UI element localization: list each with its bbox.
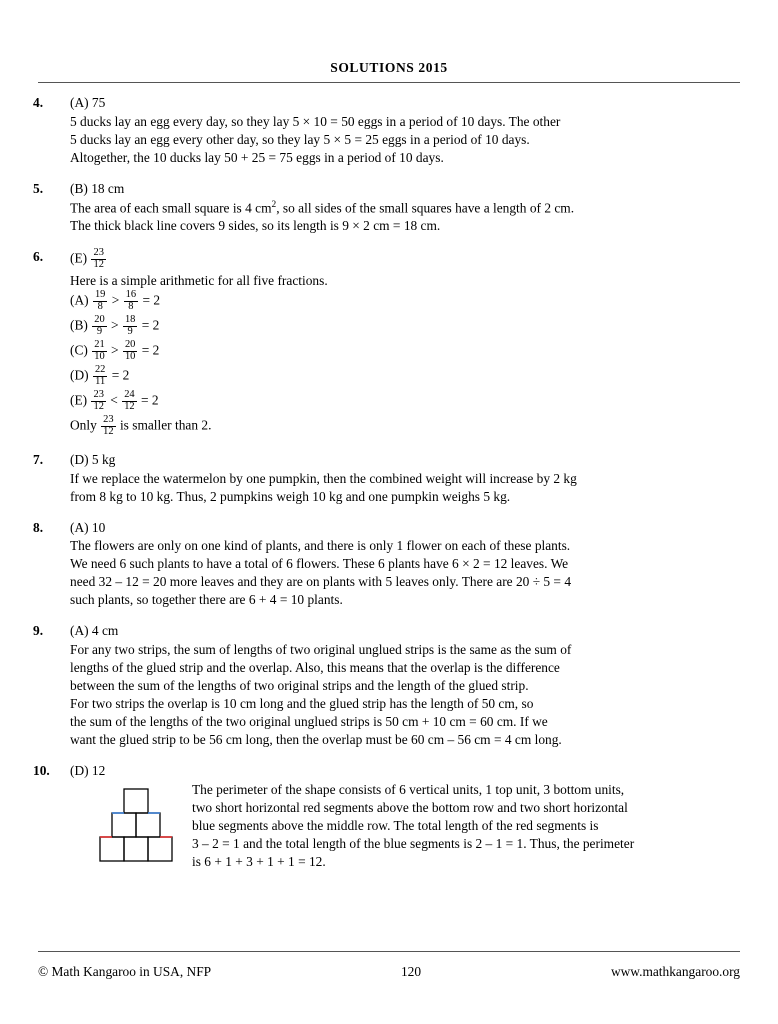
fraction-right	[122, 390, 136, 413]
problem-number: 7.	[33, 451, 44, 467]
fraction-right	[123, 315, 137, 338]
fraction-denominator: 12	[93, 400, 104, 412]
comparison-operator: >	[111, 292, 120, 308]
fraction-numerator: 19	[94, 289, 106, 301]
fraction-left	[93, 290, 107, 313]
solution-line: The flowers are only on one kind of plants, and there is only 1 flower on each of these plants.	[70, 538, 571, 554]
solution-line: For any two strips, the sum of lengths of two original unglued strips is the same as the sum of	[70, 642, 572, 658]
fraction-denominator: 8	[97, 301, 103, 312]
problem-number: 6.	[33, 249, 44, 265]
answer-choice: (A) 10	[70, 519, 106, 535]
solution-item-10	[30, 762, 748, 871]
fraction-denominator: 9	[127, 325, 133, 337]
solution-line: lengths of the glued strip and the overlap. Also, this means that the overlap is the difference	[70, 660, 560, 676]
fraction-numerator: 20	[94, 313, 105, 325]
stacked-squares-diagram	[70, 781, 188, 870]
solution-line: two short horizontal red segments above the bottom row and two short horizontal	[192, 799, 628, 815]
solution-line: For two strips the overlap is 10 cm long and the glued strip has the length of 50 cm, so	[70, 696, 534, 712]
fraction-left	[92, 315, 106, 338]
solution-item-5	[30, 180, 748, 235]
solution-line: The thick black line covers 9 sides, so its length is 9 × 2 cm = 18 cm.	[70, 218, 441, 234]
fraction-numerator: 16	[125, 289, 137, 301]
superscript-two: 2	[271, 199, 277, 210]
closing-prefix: Only	[70, 416, 97, 432]
problem-body	[70, 248, 748, 438]
fraction-numerator: 24	[124, 388, 135, 400]
answer-choice: (B) 18 cm	[70, 180, 125, 196]
footer-divider	[38, 951, 740, 952]
solution-line: 5 ducks lay an egg every other day, so they lay 5 × 5 = 25 eggs in a period of 10 days.	[70, 131, 530, 147]
solution-item-9	[30, 622, 748, 749]
solution-line: between the sum of the lengths of two original strips and the length of the glued strip.	[70, 678, 529, 694]
fraction-row	[70, 365, 748, 388]
solution-line: is 6 + 1 + 3 + 1 + 1 = 12.	[192, 853, 326, 869]
stacked-squares-svg	[98, 787, 184, 865]
fraction-denominator: 12	[124, 400, 135, 412]
answer-label: (E)	[70, 250, 88, 266]
choice-label: (A)	[70, 292, 89, 308]
fraction-denominator: 11	[95, 375, 106, 387]
comparison-operator: >	[111, 317, 119, 333]
fraction-denominator: 10	[124, 350, 136, 362]
answer-choice	[70, 248, 748, 271]
comparison-operator: <	[110, 392, 118, 408]
comparison-operator: >	[111, 342, 119, 358]
closing-fraction	[101, 415, 115, 438]
problem-number: 5.	[33, 180, 44, 196]
fraction-denominator: 9	[96, 325, 103, 337]
footer-copyright: © Math Kangaroo in USA, NFP	[38, 964, 212, 979]
square-bottom-right	[148, 837, 172, 861]
problem-number: 9.	[33, 623, 44, 639]
fraction-left	[93, 365, 107, 388]
answer-choice: (D) 5 kg	[70, 451, 116, 467]
problem-number: 10.	[33, 762, 50, 778]
equals-value: = 2	[140, 392, 159, 408]
solution-item-7	[30, 451, 748, 506]
answer-choice: (D) 12	[70, 762, 106, 778]
fraction-numerator: 22	[94, 363, 106, 375]
equals-value: = 2	[141, 317, 160, 333]
fraction-numerator: 23	[93, 388, 104, 400]
fraction-right	[123, 340, 137, 363]
fraction-right	[124, 290, 138, 313]
problem-number: 4.	[33, 95, 44, 110]
solution-item-6	[30, 248, 748, 438]
fraction-left	[91, 390, 105, 413]
fraction-denominator: 8	[128, 301, 134, 312]
fraction-denominator: 12	[103, 425, 114, 437]
solution-line: such plants, so together there are 6 + 4 = 10 plants.	[70, 592, 343, 608]
solution-line: from 8 kg to 10 kg. Thus, 2 pumpkins weigh 10 kg and one pumpkin weighs 5 kg.	[70, 488, 511, 504]
header-divider	[38, 82, 740, 83]
answer-choice: (A) 75	[70, 95, 106, 110]
solution-item-8	[30, 519, 748, 610]
solution-line: The perimeter of the shape consists of 6 vertical units, 1 top unit, 3 bottom units,	[192, 781, 625, 797]
answer-fraction	[91, 248, 105, 271]
fraction-comparison-list	[70, 290, 748, 413]
fraction-row	[70, 315, 748, 338]
fraction-numerator: 18	[124, 313, 136, 325]
page-header: SOLUTIONS 2015	[330, 60, 448, 75]
problem-body	[70, 622, 748, 749]
choice-label: (C)	[70, 342, 88, 358]
solution-line: 3 – 2 = 1 and the total length of the blue segments is 2 – 1 = 1. Thus, the perimeter	[192, 835, 635, 851]
solution-item-4	[30, 94, 748, 167]
square-top	[124, 789, 148, 813]
fraction-numerator: 23	[103, 413, 114, 425]
figure-explanation	[188, 781, 748, 871]
square-middle-left	[112, 813, 136, 837]
fraction-row	[70, 340, 748, 363]
footer-website: www.mathkangaroo.org	[610, 964, 740, 979]
closing-suffix: is smaller than 2.	[119, 416, 212, 432]
solution-closing-line	[70, 415, 748, 438]
fraction-denominator: 12	[93, 259, 104, 271]
solution-line: 5 ducks lay an egg every day, so they lay 5 × 10 = 50 eggs in a period of 10 days. The other	[70, 113, 561, 129]
figure-and-text	[70, 781, 748, 871]
fraction-row	[70, 290, 748, 313]
solution-line: The area of each small square is 4 $cm^2$, so all sides of the small squares have a length of 2 cm.	[70, 199, 575, 216]
solution-line: We need 6 such plants to have a total of 6 flowers. These 6 plants have 6 × 2 = 12 leaves. We	[70, 556, 569, 572]
solution-line: Altogether, the 10 ducks lay 50 + 25 = 75 eggs in a period of 10 days.	[70, 149, 444, 165]
problem-body	[70, 451, 748, 506]
footer-page-number: 120	[400, 964, 422, 979]
equals-value: = 2	[142, 292, 161, 308]
answer-choice: (A) 4 cm	[70, 623, 119, 639]
choice-label: (B)	[70, 317, 88, 333]
square-bottom-middle	[124, 837, 148, 861]
problem-number: 8.	[33, 519, 44, 535]
problem-body	[70, 180, 748, 235]
problem-body	[70, 762, 748, 871]
solution-line: need 32 – 12 = 20 more leaves and they are on plants with 5 leaves only. There are 20 ÷ 5 = 4	[70, 574, 572, 590]
equals-value: = 2	[111, 367, 130, 383]
solutions-list	[30, 94, 748, 884]
fraction-row	[70, 390, 748, 413]
problem-body	[70, 519, 748, 610]
square-middle-right	[136, 813, 160, 837]
fraction-numerator: 21	[94, 338, 105, 350]
fraction-numerator: 23	[93, 247, 104, 259]
choice-label: (E)	[70, 392, 88, 408]
equals-value: = 2	[141, 342, 160, 358]
problem-body	[70, 94, 748, 167]
solution-line: want the glued strip to be 56 cm long, then the overlap must be 60 cm – 56 cm = 4 cm long.	[70, 732, 562, 747]
choice-label: (D)	[70, 367, 89, 383]
page-footer	[38, 964, 740, 980]
fraction-denominator: 10	[94, 350, 105, 362]
fraction-numerator: 20	[124, 338, 136, 350]
solution-line: Here is a simple arithmetic for all five fractions.	[70, 273, 328, 289]
solution-line: blue segments above the middle row. The total length of the red segments is	[192, 817, 599, 833]
solution-line: If we replace the watermelon by one pumpkin, then the combined weight will increase by 2 kg	[70, 470, 577, 486]
fraction-left	[92, 340, 106, 363]
solution-line: the sum of the lengths of the two original unglued strips is 50 cm + 10 cm = 60 cm. If we	[70, 714, 548, 730]
square-bottom-left	[100, 837, 124, 861]
